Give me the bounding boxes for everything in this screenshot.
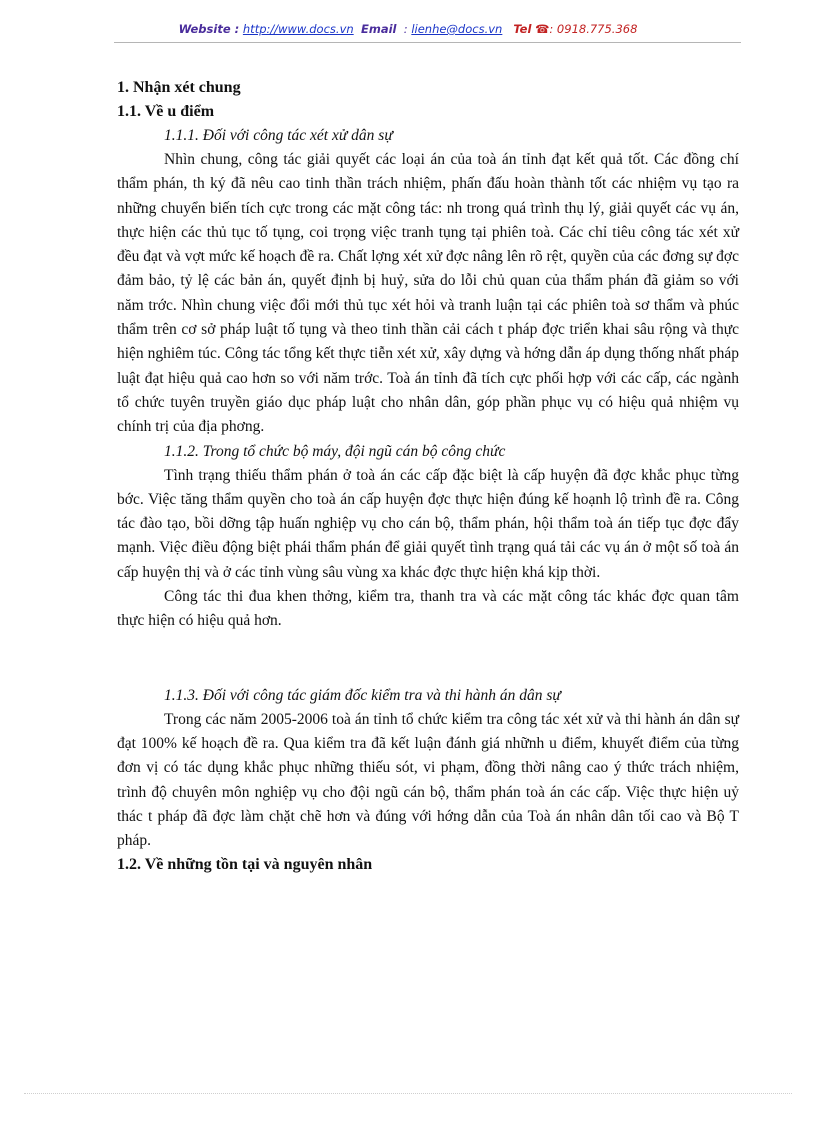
heading-1: 1. Nhận xét chung bbox=[117, 79, 241, 96]
tel-number: : 0918.775.368 bbox=[549, 22, 638, 36]
phone-icon: ☎ bbox=[535, 22, 550, 36]
document-body bbox=[117, 76, 739, 877]
email-link[interactable]: lienhe@docs.vn bbox=[411, 22, 503, 36]
heading-1-1-2: 1.1.2. Trong tổ chức bộ máy, đội ngũ cán bộ công chức bbox=[164, 442, 506, 460]
website-link[interactable]: http://www.docs.vn bbox=[242, 22, 354, 36]
heading-1-2: 1.2. Về những tồn tại và nguyên nhân bbox=[117, 856, 373, 874]
footer-divider bbox=[24, 1093, 792, 1094]
paragraph-3: Công tác thi đua khen thởng, kiểm tra, thanh tra và các mặt công tác khác đợc quan tâm thực hiện có hiệu quả hơn. bbox=[117, 588, 739, 630]
heading-1-1: 1.1. Về u điểm bbox=[117, 103, 215, 120]
spacer bbox=[117, 634, 739, 684]
page-header bbox=[0, 22, 816, 36]
email-label: Email bbox=[360, 22, 397, 36]
paragraph-1: Nhìn chung, công tác giải quyết các loại án của toà án tỉnh đạt kết quả tốt. Các đồng chí thẩm phán, th ký đã nêu cao tinh thần trách nhiệm, phấn đấu hoàn thành tốt các nhiệm vụ tạo ra những chuyển biến tích cực trong các mặt công tác: nh trong quá trình thụ lý, giải quyết các vụ án, thực hiện các thủ tục tố tụng, coi trọng việc tranh tụng tại phiên toà. Các chỉ tiêu công tác xét xử đều đạt và vợt mức kế hoạch đề ra. Chất lợng xét xử đợc nâng lên rõ rệt, quyền của các đơng sự đợc đảm bảo, tỷ lệ các bản án, quyết định bị huỷ, sửa do lỗi chủ quan của thẩm phán đã giảm so với năm trớc. Nhìn chung việc đổi mới thủ tục xét hỏi và tranh luận tại các phiên toà sơ thẩm và phúc thẩm trên cơ sở pháp luật tố tụng và theo tinh thần cải cách t pháp đợc triển khai sâu rộng và thực hiện nghiêm túc. Công tác tổng kết thực tiễn xét xử, xây dựng và hớng dẫn áp dụng thống nhất pháp luật đạt hiệu quả cao hơn so với năm trớc. Toà án tỉnh đã tích cực phối hợp với các cấp, các ngành tổ chức tuyên truyền giáo dục pháp luật cho nhân dân, góp phần phục vụ có hiệu quả nhiệm vụ chính trị của địa phơng. bbox=[117, 151, 739, 436]
email-separator: : bbox=[403, 22, 408, 36]
header-divider bbox=[114, 42, 741, 43]
paragraph-4: Trong các năm 2005-2006 toà án tỉnh tổ chức kiểm tra công tác xét xử và thi hành án dân sự đạt 100% kế hoạch đề ra. Qua kiểm tra đã kết luận đánh giá nhữnh u điểm, khuyết điểm của từng đơn vị có tác dụng khắc phục những thiếu sót, vi phạm, đồng thời nâng cao ý thức trách nhiệm, trình độ chuyên môn nghiệp vụ cho đội ngũ cán bộ, thẩm phán toà án các cấp. Việc thực hiện uỷ thác t pháp đã đợc làm chặt chẽ hơn và đúng với hớng dẫn của Toà án nhân dân tối cao và Bộ T pháp. bbox=[117, 710, 739, 850]
tel-label: Tel bbox=[513, 22, 532, 36]
heading-1-1-3: 1.1.3. Đối với công tác giám đốc kiểm tra và thi hành án dân sự bbox=[164, 686, 561, 704]
paragraph-2: Tình trạng thiếu thẩm phán ở toà án các cấp đặc biệt là cấp huyện đã đợc khắc phục từng bớc. Việc tăng thẩm quyền cho toà án cấp huyện đợc thực hiện đúng kế hoạnh lộ trình đề ra. Công tác đào tạo, bồi dỡng tập huấn nghiệp vụ cho cán bộ, thẩm phán, hội thẩm toà án tiếp tục đợc đẩy mạnh. Việc điều động biệt phái thẩm phán để giải quyết tình trạng quá tải các vụ án ở một số toà án cấp huyện thị và ở các tỉnh vùng sâu vùng xa khác đợc thực hiện khá kịp thời. bbox=[117, 466, 739, 581]
heading-1-1-1: 1.1.1. Đối với công tác xét xử dân sự bbox=[164, 127, 393, 144]
website-label: Website : bbox=[178, 22, 240, 36]
